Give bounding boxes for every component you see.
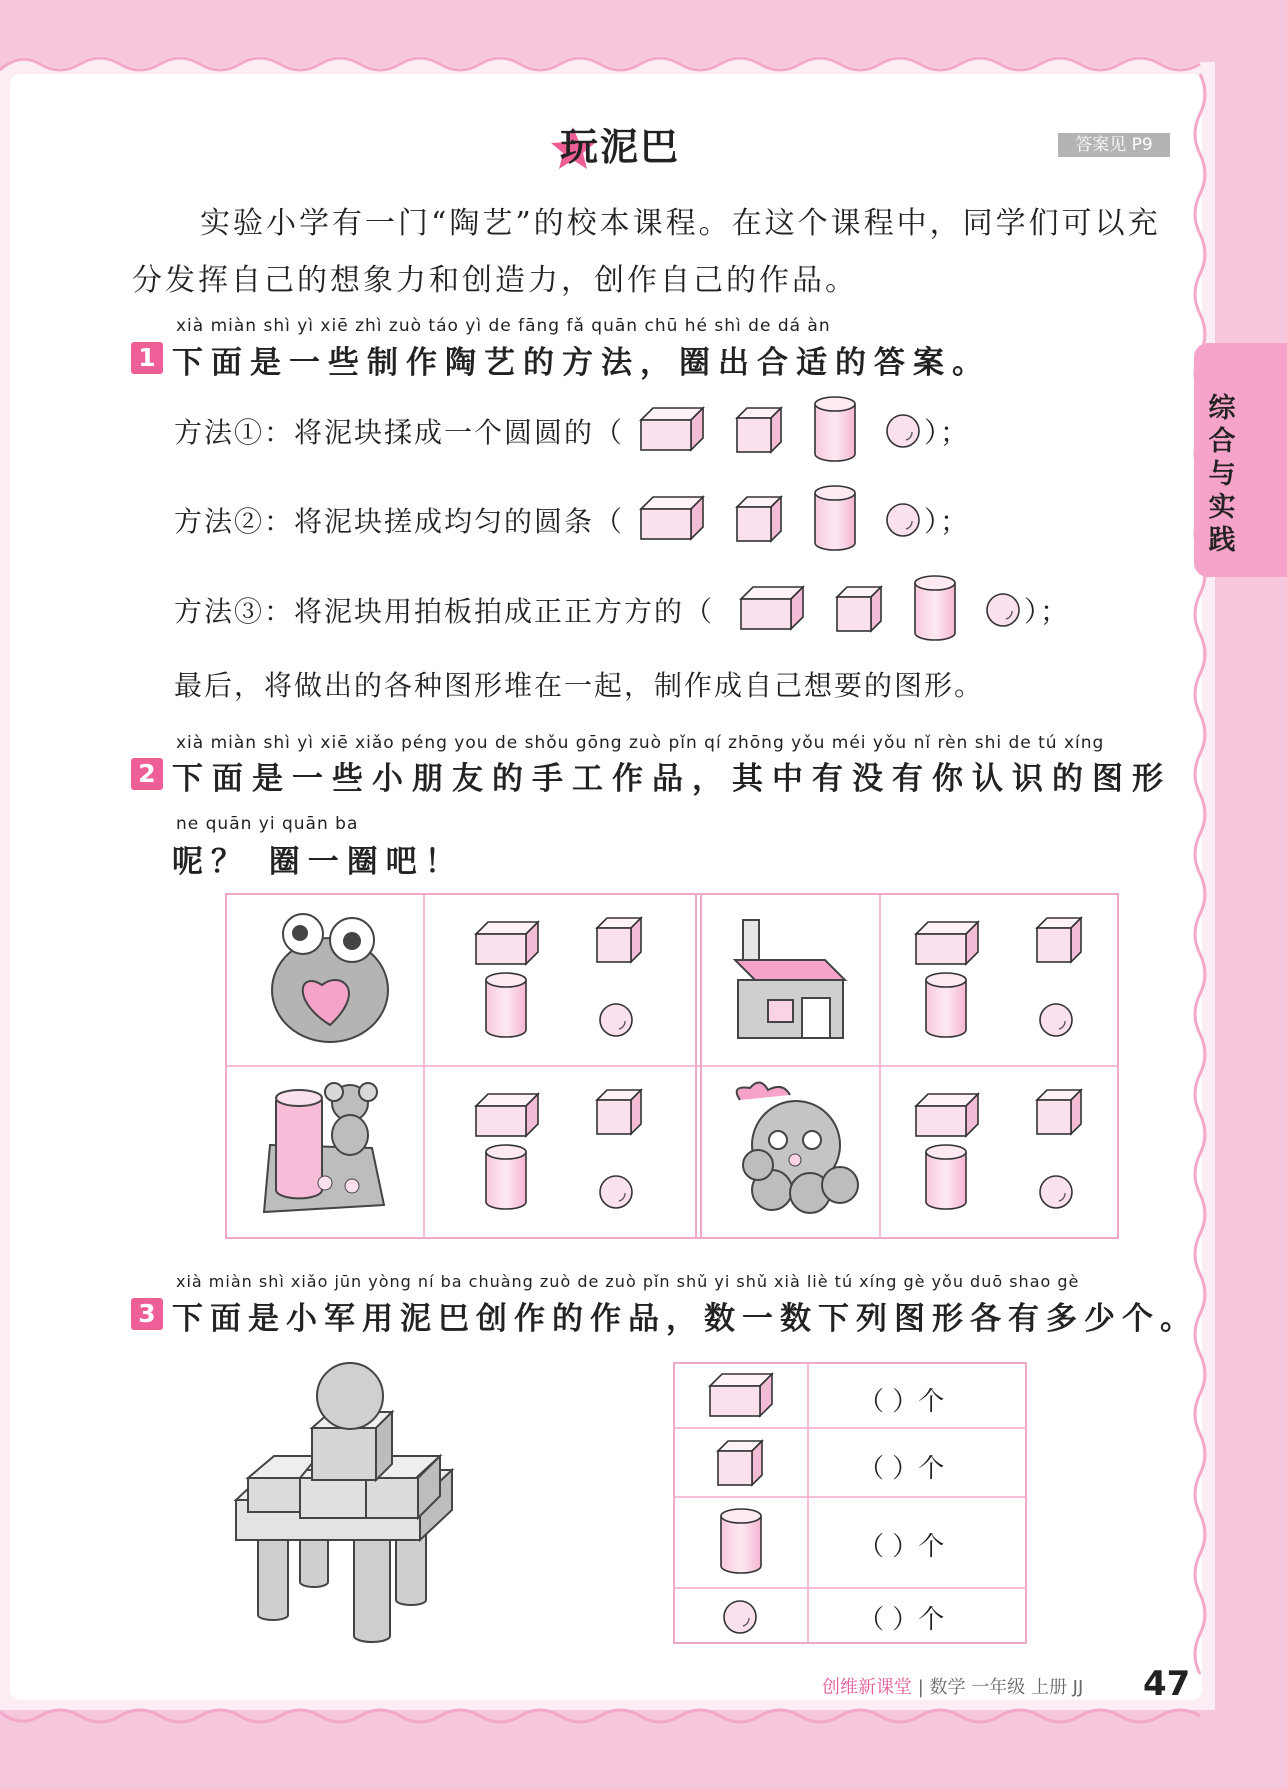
cube-icon[interactable] [737, 408, 781, 452]
footer-info [822, 1673, 1083, 1699]
cube-icon [718, 1441, 762, 1485]
q1-method-2: 方法②：将泥块搓成均匀的圆条（ [174, 505, 625, 538]
intro-line-2: 分发挥自己的想象力和创造力，创作自己的作品。 [132, 263, 858, 298]
cube-icon[interactable] [737, 497, 781, 541]
count-answer-sphere[interactable]: （ ）个 [858, 1605, 945, 1635]
q1-final-line: 最后，将做出的各种图形堆在一起，制作成自己想要的图形。 [174, 669, 985, 702]
q1-method-3: 方法③：将泥块用拍板拍成正正方方的（ [174, 595, 715, 628]
cuboid-icon[interactable] [641, 408, 703, 450]
q1-pinyin: xià miàn shì yì xiē zhì zuò táo yì de fāng fǎ quān chū hé shì de dá àn [176, 316, 831, 336]
cylinder-icon[interactable] [915, 576, 955, 640]
q3-count-table [674, 1363, 1026, 1643]
footer-course: | 数学 一年级 上册 JJ [917, 1677, 1084, 1698]
sphere-icon[interactable] [887, 415, 919, 447]
method-3-label: 方法③：将泥块用拍板拍成正正方方的 [174, 595, 685, 628]
answer-badge[interactable]: 答案见 P9 [1058, 133, 1170, 157]
count-answer-cuboid[interactable]: （ ）个 [858, 1387, 945, 1417]
q3-pinyin: xià miàn shì xiǎo jūn yòng ní ba chuàng zuò de zuò pǐn shǔ yi shǔ xià liè tú xíng gè yǒu duō shao gè [176, 1272, 1080, 1291]
method-1-label: 方法①：将泥块揉成一个圆圆的 [174, 416, 595, 449]
cylinder-icon[interactable] [815, 486, 855, 550]
cylinder-icon [721, 1509, 761, 1573]
q2-pinyin-1: xià miàn shì yì xiē xiǎo péng you de shǒu gōng zuò pǐn qí zhōng yǒu méi yǒu nǐ rèn shi de tú xíng [176, 733, 1105, 753]
q1-method-1: 方法①：将泥块揉成一个圆圆的（ [174, 416, 625, 449]
q1-question: 下面是一些制作陶艺的方法，圈出合适的答案。 [172, 345, 991, 381]
q3-question: 下面是小军用泥巴创作的作品，数一数下列图形各有多少个。 [172, 1301, 1198, 1337]
q1-method-2-suffix: ）； [924, 505, 971, 538]
q1-method-3-suffix: ）； [1024, 595, 1071, 628]
cylinder-icon[interactable] [815, 397, 855, 461]
page-title: 玩泥巴 [560, 125, 681, 169]
q2-question-line-2: 呢？ 圈一圈吧！ [172, 844, 464, 880]
q1-number: 1 [131, 342, 163, 374]
cube-icon[interactable] [837, 587, 881, 631]
count-answer-cylinder[interactable]: （ ）个 [858, 1532, 945, 1562]
cuboid-icon[interactable] [641, 497, 703, 539]
sphere-icon [724, 1601, 756, 1633]
q2-question-line-1: 下面是一些小朋友的手工作品，其中有没有你认识的图形 [172, 761, 1172, 797]
q3-number: 3 [131, 1298, 163, 1330]
sphere-icon[interactable] [987, 594, 1019, 626]
footer-brand: 创维新课堂 [822, 1677, 912, 1698]
intro-line-1: 实验小学有一门“陶艺”的校本课程。在这个课程中，同学们可以充 [200, 206, 1161, 241]
cuboid-icon [710, 1374, 772, 1416]
page-number: 47 [1143, 1664, 1191, 1704]
q2-number: 2 [131, 758, 163, 790]
q2-pinyin-2: ne quān yi quān ba [176, 814, 359, 834]
side-tab-label: 综合与实践 [1208, 393, 1236, 556]
sphere-icon[interactable] [887, 504, 919, 536]
q1-method-1-suffix: ）； [924, 416, 971, 449]
cuboid-icon[interactable] [741, 587, 803, 629]
count-answer-cube[interactable]: （ ）个 [858, 1454, 945, 1484]
method-2-label: 方法②：将泥块搓成均匀的圆条 [174, 505, 595, 538]
